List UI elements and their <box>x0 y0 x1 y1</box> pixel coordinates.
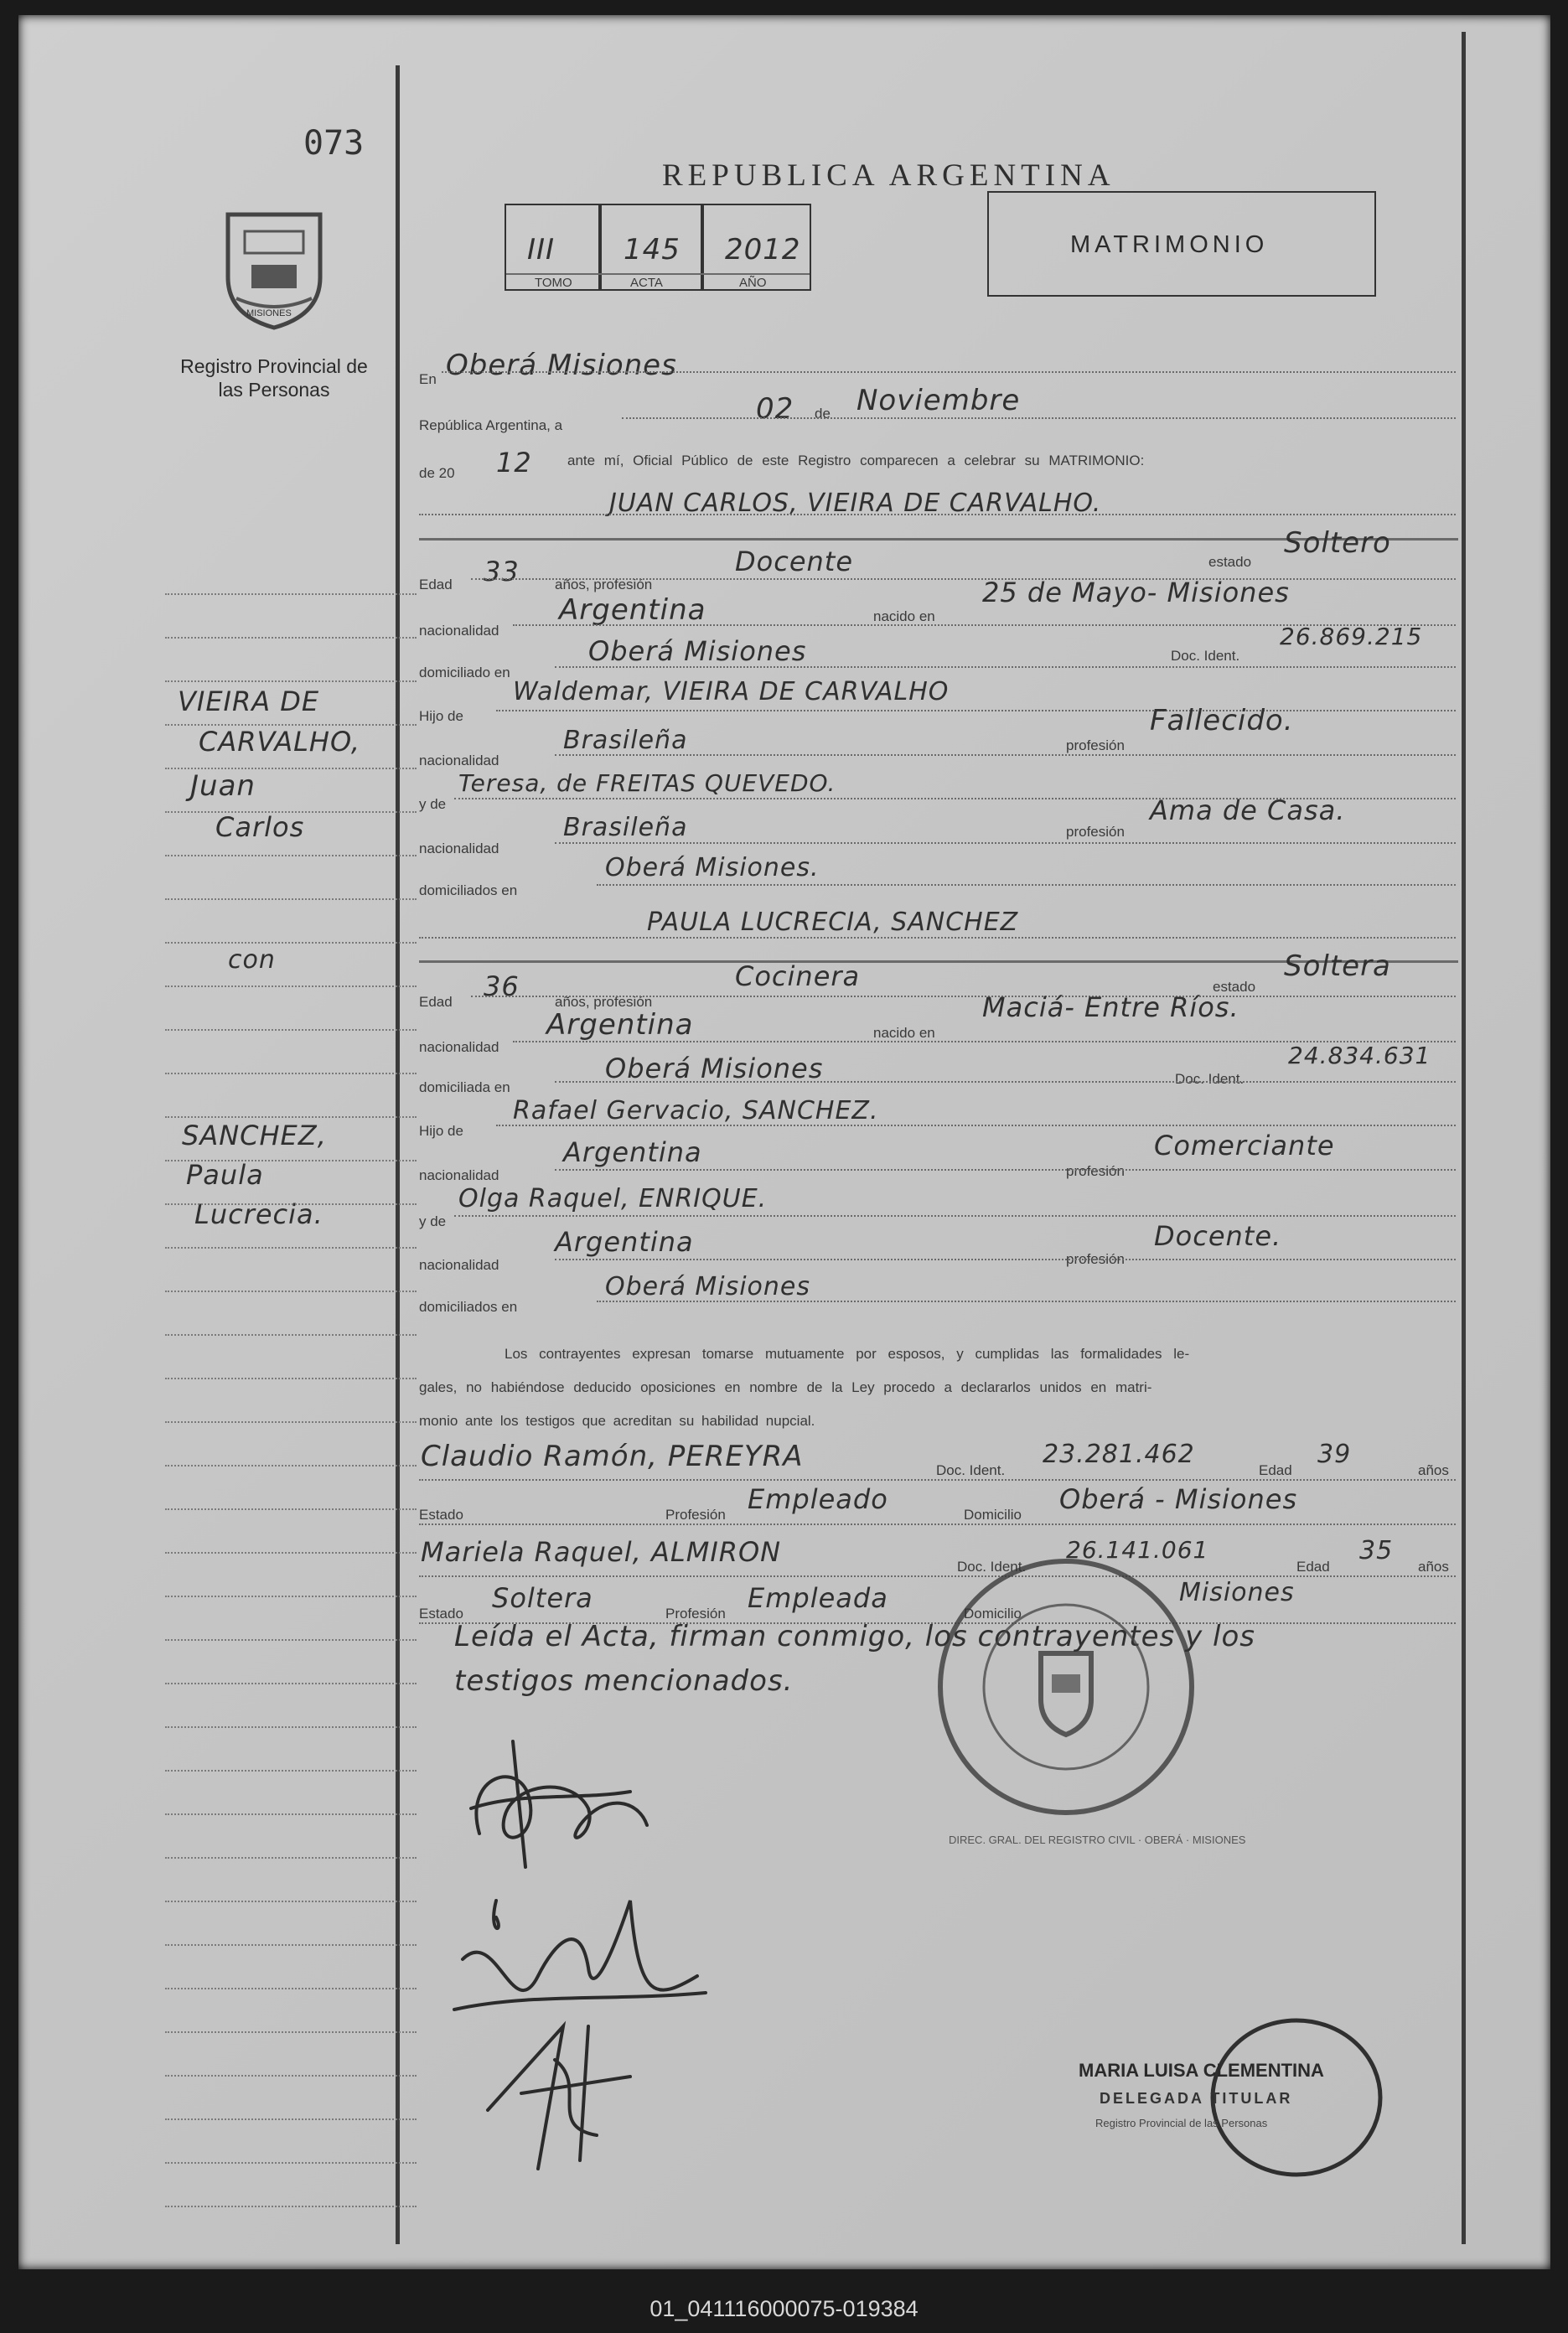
margin-rule <box>165 855 417 856</box>
witness2-prof: Empleada <box>748 1582 888 1614</box>
witness2-estado-label: Estado <box>419 1606 463 1622</box>
groom-nac-label: nacionalidad <box>419 623 499 639</box>
margin-rule <box>165 593 417 595</box>
witness1-dom: Oberá - Misiones <box>1059 1483 1298 1515</box>
margin-bride-line-1: SANCHEZ, <box>182 1120 327 1151</box>
witness1-doc: 23.281.462 <box>1043 1440 1195 1469</box>
margin-rule <box>165 1203 417 1205</box>
margin-rule <box>165 637 417 639</box>
groom-padres-dom-label: domiciliados en <box>419 882 518 898</box>
margin-rule <box>165 1334 417 1336</box>
anio-value: 2012 <box>725 233 801 266</box>
officer-stamp-line-1: MARIA LUISA CLEMENTINA <box>1079 2060 1324 2081</box>
witness2-name: Mariela Raquel, ALMIRON <box>421 1536 782 1568</box>
bride-madre: Olga Raquel, ENRIQUE. <box>458 1184 768 1213</box>
bride-estado: Soltera <box>1284 949 1391 983</box>
closing-line-2: testigos mencionados. <box>454 1664 794 1698</box>
groom-doc: 26.869.215 <box>1280 623 1423 650</box>
margin-rule <box>165 2162 417 2164</box>
de-label: de <box>815 406 831 422</box>
margin-rule <box>165 2206 417 2207</box>
witness1-anos-label: años <box>1418 1462 1449 1478</box>
groom-padre: Waldemar, VIEIRA DE CARVALHO <box>513 677 950 706</box>
round-seal-icon <box>928 1549 1204 1825</box>
groom-nacido: 25 de Mayo- Misiones <box>982 577 1290 608</box>
bride-hijo-label: Hijo de <box>419 1123 463 1139</box>
round-seal-text: DIREC. GRAL. DEL REGISTRO CIVIL · OBERÁ · MISIONES <box>949 1834 1246 1846</box>
groom-yde-label: y de <box>419 796 447 812</box>
margin-rule <box>165 1378 417 1379</box>
groom-dom-label: domiciliado en <box>419 665 510 680</box>
margin-rule <box>165 811 417 813</box>
anio-label: AÑO <box>739 276 767 290</box>
witness1-doc-label: Doc. Ident. <box>936 1462 1006 1478</box>
closing-line-1: Leída el Acta, firman conmigo, los contrayentes y los <box>454 1620 1255 1653</box>
margin-rule <box>165 1596 417 1597</box>
groom-doc-label: Doc. Ident. <box>1171 648 1240 664</box>
bride-madre-nac-label: nacionalidad <box>419 1257 499 1273</box>
registry-name: Registro Provincial de las Personas <box>180 355 368 401</box>
margin-con: con <box>228 945 276 975</box>
witness1-edad-label: Edad <box>1259 1462 1292 1478</box>
bride-domicilio: Oberá Misiones <box>605 1053 824 1084</box>
groom-nacionalidad: Argentina <box>559 593 706 627</box>
groom-hijo-label: Hijo de <box>419 708 463 724</box>
officer-stamp-line-2: DELEGADA TITULAR <box>1100 2090 1293 2107</box>
margin-rule <box>165 1683 417 1684</box>
margin-rule <box>165 1726 417 1728</box>
groom-padre-prof-label: profesión <box>1066 737 1125 753</box>
acta-label: ACTA <box>630 276 663 290</box>
margin-rule <box>165 768 417 769</box>
bride-padre-nac-label: nacionalidad <box>419 1167 499 1183</box>
groom-madre-prof: Ama de Casa. <box>1150 794 1346 826</box>
margin-rule <box>165 724 417 726</box>
witness1-name: Claudio Ramón, PEREYRA <box>421 1440 804 1473</box>
groom-madre-prof-label: profesión <box>1066 824 1125 840</box>
margin-rule <box>165 1160 417 1161</box>
margin-rule <box>165 1944 417 1946</box>
witness2-anos-label: años <box>1418 1559 1449 1575</box>
emblem-caption: MISIONES <box>246 308 292 318</box>
margin-rule <box>165 1421 417 1423</box>
margin-rule <box>165 1770 417 1772</box>
folio-number: 073 <box>303 124 365 163</box>
margin-rule <box>165 1813 417 1815</box>
bride-padre-prof: Comerciante <box>1154 1130 1335 1161</box>
witness2-edad: 35 <box>1359 1536 1394 1565</box>
signature-officer <box>471 2010 655 2177</box>
margin-rule <box>165 942 417 944</box>
witness2-dom-label: Domicilio <box>964 1606 1022 1622</box>
witness2-prof-label: Profesión <box>665 1606 726 1622</box>
margin-rule <box>165 1901 417 1902</box>
bride-doc: 24.834.631 <box>1288 1042 1431 1069</box>
acta-value: 145 <box>624 233 681 266</box>
en-label: En <box>419 371 437 387</box>
witness1-estado-label: Estado <box>419 1507 463 1523</box>
margin-rule <box>165 1116 417 1118</box>
witness1-dom-label: Domicilio <box>964 1507 1022 1523</box>
groom-edad-label: Edad <box>419 577 453 592</box>
witness1-edad: 39 <box>1317 1440 1352 1469</box>
witness2-estado: Soltera <box>492 1582 593 1614</box>
margin-rule <box>165 1247 417 1249</box>
margin-groom-line-3: Juan <box>190 769 256 803</box>
month: Noviembre <box>856 384 1021 417</box>
groom-profesion-label: años, profesión <box>555 577 653 592</box>
bride-madre-prof-label: profesión <box>1066 1251 1125 1267</box>
tomo-value: III <box>527 233 556 266</box>
margin-rule <box>165 1988 417 1989</box>
margin-rule <box>165 1465 417 1467</box>
left-margin-line <box>396 65 400 2244</box>
republic-label: República Argentina, a <box>419 417 563 433</box>
margin-groom-line-1: VIEIRA DE <box>178 685 320 717</box>
bride-estado-label: estado <box>1213 979 1256 995</box>
groom-full-name: JUAN CARLOS, VIEIRA DE CARVALHO. <box>609 489 1102 518</box>
bride-profesion-label: años, profesión <box>555 994 653 1010</box>
groom-estado: Soltero <box>1284 526 1391 560</box>
bride-dom-label: domiciliada en <box>419 1079 510 1095</box>
year-suffix: 12 <box>496 447 532 478</box>
bride-madre-prof: Docente. <box>1154 1220 1282 1252</box>
bride-nacionalidad: Argentina <box>546 1008 694 1042</box>
margin-bride-line-2: Paula <box>186 1159 264 1191</box>
declaration-line-3: monio ante los testigos que acreditan su habilidad nupcial. <box>419 1413 815 1429</box>
bride-padre-nac: Argentina <box>563 1136 702 1168</box>
groom-domicilio: Oberá Misiones <box>588 635 807 667</box>
margin-rule <box>165 1291 417 1292</box>
witness1-prof-label: Profesión <box>665 1507 726 1523</box>
margin-rule <box>165 898 417 900</box>
bride-yde-label: y de <box>419 1213 447 1229</box>
margin-groom-line-2: CARVALHO, <box>199 726 361 758</box>
witness1-prof: Empleado <box>748 1483 888 1515</box>
bride-nacido: Maciá- Entre Ríos. <box>982 991 1239 1023</box>
margin-rule <box>165 985 417 987</box>
bride-profesion: Cocinera <box>735 960 861 992</box>
year-label: de 20 <box>419 465 455 481</box>
bride-nacido-label: nacido en <box>873 1025 935 1041</box>
signature-groom <box>446 1725 664 1892</box>
bride-edad-label: Edad <box>419 994 453 1010</box>
witness2-dom: Misiones <box>1179 1578 1295 1607</box>
declaration-line-2: gales, no habiéndose deducido oposiciones en nombre de la Ley procedo a declararlos unidos en matri- <box>419 1379 1152 1395</box>
groom-madre-nac: Brasileña <box>563 813 688 842</box>
bride-padre: Rafael Gervacio, SANCHEZ. <box>513 1096 879 1125</box>
margin-rule <box>165 2075 417 2077</box>
margin-rule <box>165 1639 417 1641</box>
margin-groom-line-4: Carlos <box>215 811 305 843</box>
bride-nac-label: nacionalidad <box>419 1039 499 1055</box>
register-page <box>18 15 1550 2269</box>
act-type: MATRIMONIO <box>1070 231 1269 258</box>
right-border-line <box>1462 32 1466 2244</box>
bride-padre-prof-label: profesión <box>1066 1163 1125 1179</box>
tomo-label: TOMO <box>535 276 572 290</box>
bride-full-name: PAULA LUCRECIA, SANCHEZ <box>647 908 1019 937</box>
officer-stamp-line-3: Registro Provincial de las Personas <box>1095 2117 1268 2129</box>
margin-rule <box>165 1552 417 1554</box>
bride-edad: 36 <box>484 970 520 1002</box>
witness2-edad-label: Edad <box>1296 1559 1330 1575</box>
declaration-line-1: Los contrayentes expresan tomarse mutuamente por esposos, y cumplidas las formalidades le- <box>505 1346 1190 1362</box>
groom-profesion: Docente <box>735 546 854 577</box>
witness2-doc: 26.141.061 <box>1066 1536 1209 1564</box>
groom-padre-nac: Brasileña <box>563 726 688 755</box>
image-code: 01_041116000075-019384 <box>649 2296 919 2321</box>
groom-estado-label: estado <box>1208 554 1252 570</box>
margin-rule <box>165 2118 417 2120</box>
bride-padres-dom-label: domiciliados en <box>419 1299 518 1315</box>
groom-padre-prof: Fallecido. <box>1150 704 1294 737</box>
appearance-statement: ante mí, Oficial Público de este Registro comparecen a celebrar su MATRIMONIO: <box>567 453 1145 468</box>
bride-madre-nac: Argentina <box>555 1226 694 1258</box>
groom-edad: 33 <box>484 556 520 587</box>
groom-madre-nac-label: nacionalidad <box>419 841 499 856</box>
bride-padres-dom: Oberá Misiones <box>605 1272 811 1301</box>
margin-rule <box>165 1857 417 1859</box>
bride-doc-label: Doc. Ident. <box>1175 1071 1245 1087</box>
groom-madre: Teresa, de FREITAS QUEVEDO. <box>458 769 836 797</box>
groom-padres-dom: Oberá Misiones. <box>605 853 820 882</box>
groom-nacido-label: nacido en <box>873 608 935 624</box>
margin-rule <box>165 2031 417 2033</box>
margin-rule <box>165 1508 417 1510</box>
witness2-doc-label: Doc. Ident. <box>957 1559 1027 1575</box>
country-title: REPUBLICA ARGENTINA <box>662 158 1115 193</box>
place: Oberá Misiones <box>446 349 677 382</box>
groom-padre-nac-label: nacionalidad <box>419 753 499 768</box>
margin-bride-line-3: Lucrecia. <box>194 1198 323 1230</box>
margin-rule <box>165 1029 417 1031</box>
day: 02 <box>756 392 794 426</box>
margin-rule <box>165 1073 417 1074</box>
margin-rule <box>165 680 417 682</box>
